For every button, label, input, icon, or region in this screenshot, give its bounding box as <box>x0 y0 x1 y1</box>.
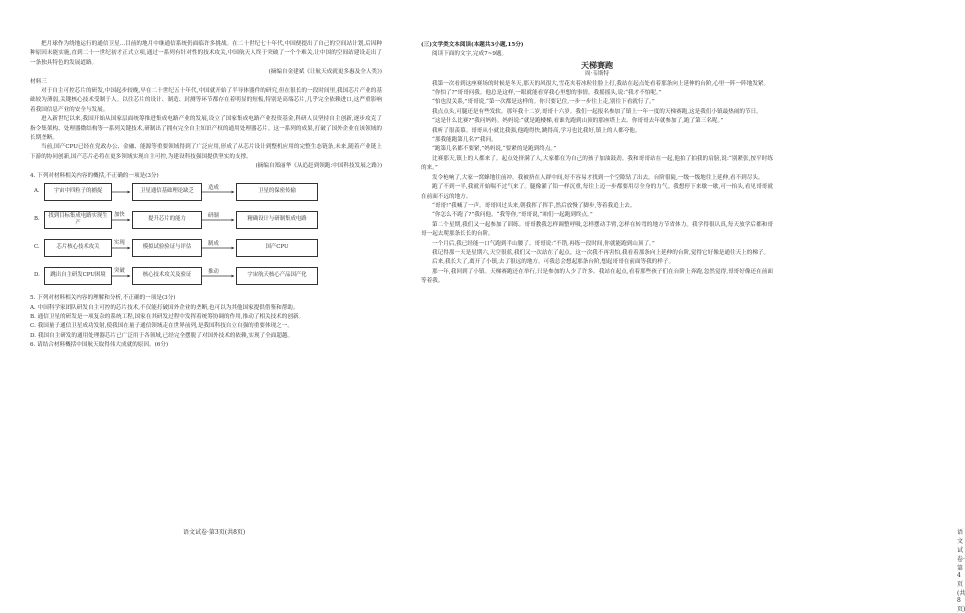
flow-box: 跳出自主研发CPU困境 <box>44 267 112 285</box>
story-paragraph: 跑了不到一半,我就开始喘不过气来了。腿像灌了铅一样沉重,每往上迈一步都要用尽全身的力气。我想停下来歇一歇,可一抬头,看见哥哥就在前面不远的地方。 <box>421 184 773 200</box>
story-paragraph: 比赛那天,镇上的人都来了。起点处挤满了人,大家都在为自己的孩子加油鼓劲。我和哥哥站在一起,他拍了拍我的肩膀,说:“别紧张,按平时练的来。” <box>421 155 773 172</box>
story-paragraph: 我记得那一天是星期六,天空很蓝,我们又一次站在了起点。这一次我不再害怕,我看着那条向上延伸的台阶,觉得它好像是通往天上的梯子。 <box>432 249 770 256</box>
flow-link-label: 实现 <box>114 240 125 247</box>
answer-option: D. 我国自主研发的通用处理器芯片已广泛用于各领域,已经完全摆脱了对国外技术的依赖,实现了全面超越。 <box>30 332 294 339</box>
story-paragraph: 第二个星期,我们又一起参加了训练。哥哥教我怎样调整呼吸,怎样摆动手臂,怎样在转弯的地方节省体力。我学得很认真,每天放学后都和哥哥一起去爬那条长长的台阶。 <box>421 221 773 238</box>
flow-link-label: 推动 <box>208 269 219 276</box>
intro-source: (摘编自金建斌《让航天成就更多惠及全人类》) <box>268 69 382 76</box>
material3-paragraph: 当前,国产CPU已经在党政办公、金融、能源等重要领域得到了广泛应用,形成了从芯片设计到整机应用的完整生态链条,未来,随着产业链上下游的协同创新,国产芯片必将在更多领域实现自主可控,为建设科技强国提供坚实的支撑。 <box>30 144 382 160</box>
intro-paragraph: 把月球作为绕地运行的通信卫星...目前的地月中继通信系统仍面临许多挑战。在二十世纪七十年代,中国便提出了自己的空间站计划,后因种种原因未能实施,直到二十一世纪初才正式立项,通过一系列有针对性的技术攻关,中国航天人终于突破了一个个难关,让中国的空间站建设走出了一条独具特色的发展道路。 <box>30 41 382 66</box>
flow-link-label: 制成 <box>208 241 219 248</box>
story-paragraph: “你怕了?”哥哥问我。他总是这样,一眼就能看穿我心里想的事情。我摇摇头,说:“我才不怕呢。” <box>432 90 662 97</box>
answer-option: A. 中国科学家团队研发自主可控的芯片技术,不仅能打破国外企业的垄断,也可以为其他国家提供借鉴和帮助。 <box>30 304 299 311</box>
answer-option: C. 我国量子通信卫星成功发射,使我国在量子通信领域走在世界前列,是我国科技自立自强的重要体现之一。 <box>30 323 293 330</box>
flow-box: 核心技术攻关及验证 <box>132 267 202 285</box>
story-paragraph: “这是什么比赛?”我问妈妈。妈妈说:“就是跑楼梯,看谁先跑到山顶的那座塔上去。你哥哥去年就参加了,跑了第三名呢。” <box>432 118 724 125</box>
story-author: 周·韦斯特 <box>584 71 610 78</box>
flow-box: 宇宙航天核心产品国产化 <box>236 267 318 285</box>
story-paragraph: 我听了很羡慕。哥哥从小就比我强,他跑得快,跳得高,学习也比我好,镇上的人都夸他。 <box>432 127 641 134</box>
story-paragraph: 我第一次看到这座赛场的时候是冬天,那天的风很大,雪花夹着冰粒往脸上打,我站在起点处看着那条向上延伸的台阶,心里一阵一阵地发紧。 <box>432 80 770 87</box>
flowchart-options <box>34 183 344 293</box>
story-paragraph: 我点点头,可腿还是有些发软。那年我十二岁,哥哥十六岁。我们一起报名参加了镇上一年一度的天梯赛跑,这是我们小镇最热闹的节日。 <box>432 108 762 115</box>
flow-link-label: 造成 <box>208 185 219 192</box>
flow-box: 卫星通信基础理论缺乏 <box>132 183 202 201</box>
flow-link-label: 加快 <box>114 212 125 219</box>
story-paragraph: “哥哥!”我喊了一声。哥哥回过头来,朝我挥了挥手,然后放慢了脚步,等着我追上去。 <box>432 202 636 209</box>
question-5: 5. 下列对材料相关内容的理解和分析,不正确的一项是(3分) <box>30 295 176 302</box>
story-paragraph: “跑第几名都不要紧,”妈妈说,“要紧的是跑到终点。” <box>432 146 557 153</box>
material3-paragraph: 进入新世纪以来,我国开始从国家层面统筹推进集成电路产业的发展,设立了国家集成电路产业投资基金,科研人员坚持自主创新,逐步攻克了指令集架构、处理器微结构等一系列关键技术,研制出了拥有完全自主知识产权的通用处理器芯片。这一系列的成果,打破了国外企业在该领域的长期垄断。 <box>30 116 382 142</box>
option-label: D. <box>34 272 40 279</box>
material3-heading: 材料三 <box>30 78 47 85</box>
right-column <box>421 40 773 287</box>
story-paragraph: 后来,我长大了,离开了小镇,去了很远的地方。可我总会想起那条台阶,想起哥哥在前面等我的样子。 <box>432 259 675 266</box>
option-label: A. <box>34 188 40 195</box>
story-paragraph: 一个月后,我已经能一口气跑到半山腰了。哥哥说:“不错,再练一段时间,你就能跑到山顶了。” <box>432 240 655 247</box>
material3-source: (摘编自郑丽华《从追赶到领跑:中国科技发展之路》) <box>255 163 382 170</box>
section-heading: (三)文学类文本阅读(本题共3小题,15分) <box>421 42 524 48</box>
flow-box: 卫星的保密传输 <box>236 183 318 201</box>
story-paragraph: “那我能跑第几名?”我问。 <box>432 137 497 144</box>
flow-box: 国产CPU <box>236 239 318 257</box>
left-column <box>30 40 382 351</box>
page-footer: 语文试卷·第3页(共8页) <box>183 529 246 536</box>
material3-paragraph: 对于自主可控芯片的研发,中国起步较晚,早在二十世纪五十年代,中国就开始了半导体器件的研究,但在很长的一段时间里,我国芯片产业的基础较为薄弱,关键核心技术受制于人。以往芯片的设计、制造、封测等环节都存在着明显的短板,特别是高端芯片,几乎完全依赖进口,这严重影响着我国信息产业的安全与发展。 <box>30 88 382 113</box>
flow-box: 精确设计与研制集成电路 <box>236 211 318 229</box>
flow-link-label: 研制 <box>208 213 219 220</box>
flow-box: 找到目标集成电路实现生产 <box>44 211 112 229</box>
answer-option: B. 通信卫星的研发是一项复杂的系统工程,国家在其研发过程中发挥着统筹协调的作用,推动了相关技术的创新。 <box>30 313 305 320</box>
option-label: B. <box>34 216 40 223</box>
right-page <box>397 0 965 613</box>
question-6: 6. 请结合材料概括中国航天取得伟大成就的原因。(6分) <box>30 342 169 349</box>
flow-box: 模拟试验验证与评估 <box>132 239 202 257</box>
option-label: C. <box>34 244 40 251</box>
flow-box: 芯片核心技术攻关 <box>44 239 112 257</box>
story-paragraph: “怕也没关系,”哥哥说,“第一次都是这样的。你只要记住,一步一步往上走,别往下看就行了。” <box>432 99 655 106</box>
flow-box: 提升芯片的能力 <box>132 211 202 229</box>
story-title: 天梯赛跑 <box>581 59 613 70</box>
flow-box: 宇宙中四粒子的捕捉 <box>44 183 112 201</box>
story-paragraph: 发令枪响了,大家一窝蜂地往前冲。我被挤在人群中间,好不容易才找到一个空隙钻了出去。台阶很陡,一级一级地往上延伸,看不到尽头。 <box>432 174 764 181</box>
section-instruction: 阅读下面的文字,完成7~9题。 <box>432 51 508 58</box>
page-footer: 语文试卷·第4页(共8页) <box>957 529 965 613</box>
story-paragraph: 那一年,我回到了小镇。天梯赛跑还在举行,只是参加的人少了许多。我站在起点,看着那些孩子们在台阶上奔跑,忽然觉得,哥哥好像还在前面等着我。 <box>421 268 773 285</box>
flow-link-label: 突破 <box>114 268 125 275</box>
left-page <box>0 0 397 550</box>
question-4: 4. 下列对材料相关内容的概括,不正确的一项是(3分) <box>30 172 159 179</box>
story-paragraph: “你怎么不跑了?”我问他。“我等你,”哥哥说,“咱们一起跑到终点。” <box>432 212 593 219</box>
